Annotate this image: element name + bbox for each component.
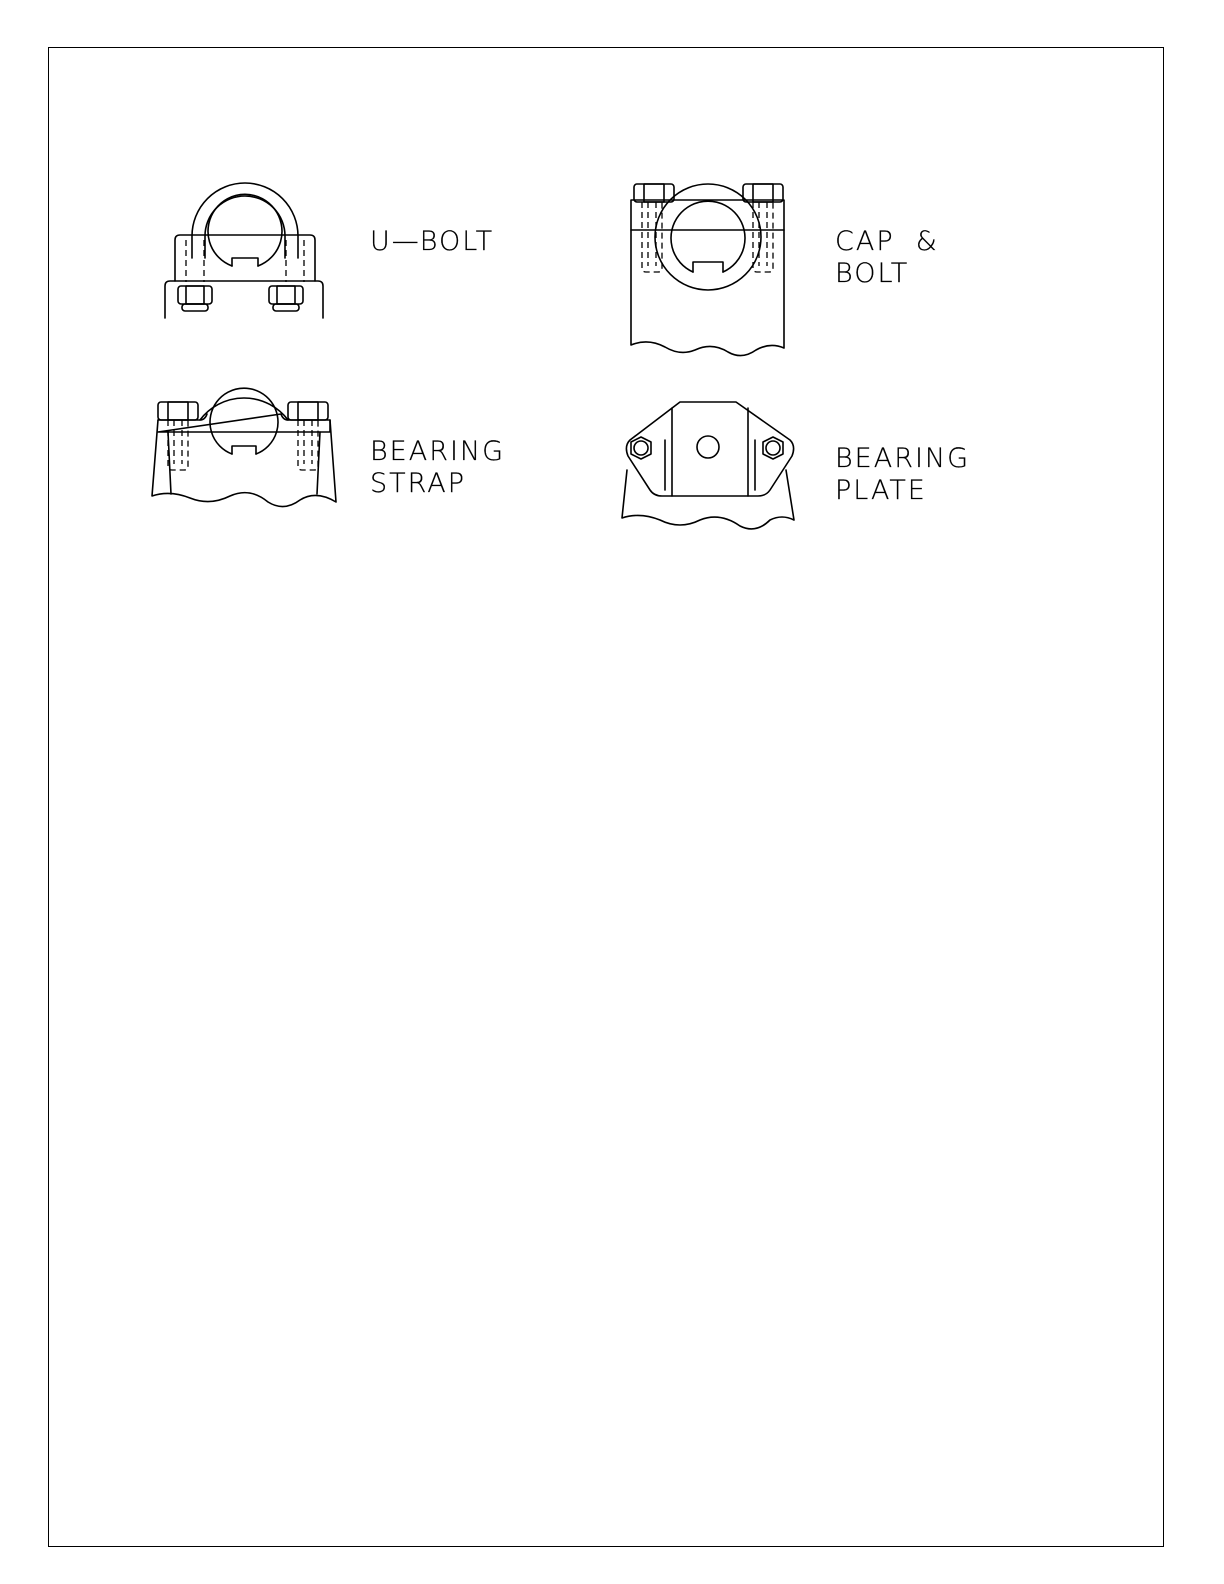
cap-bolt-label-line-2: BOLT	[835, 258, 910, 289]
bearing-strap-label-line-1: BEARING	[370, 436, 506, 467]
cap-bolt-label	[835, 226, 939, 290]
bearing-plate-figure	[622, 402, 794, 529]
u-bolt-figure	[165, 183, 323, 318]
u-bolt-label	[370, 226, 494, 258]
bearing-plate-label	[835, 443, 970, 507]
bearing-strap-label	[370, 436, 505, 500]
cap-bolt-label-line-1: CAP &	[835, 226, 939, 257]
bearing-plate-label-line-1: BEARING	[835, 443, 971, 474]
bearing-plate-label-line-2: PLATE	[835, 475, 927, 506]
bearing-strap-figure	[152, 388, 336, 506]
u-bolt-label-line: U—BOLT	[370, 226, 495, 257]
bearing-strap-label-line-2: STRAP	[370, 468, 467, 499]
cap-bolt-figure	[631, 184, 784, 356]
